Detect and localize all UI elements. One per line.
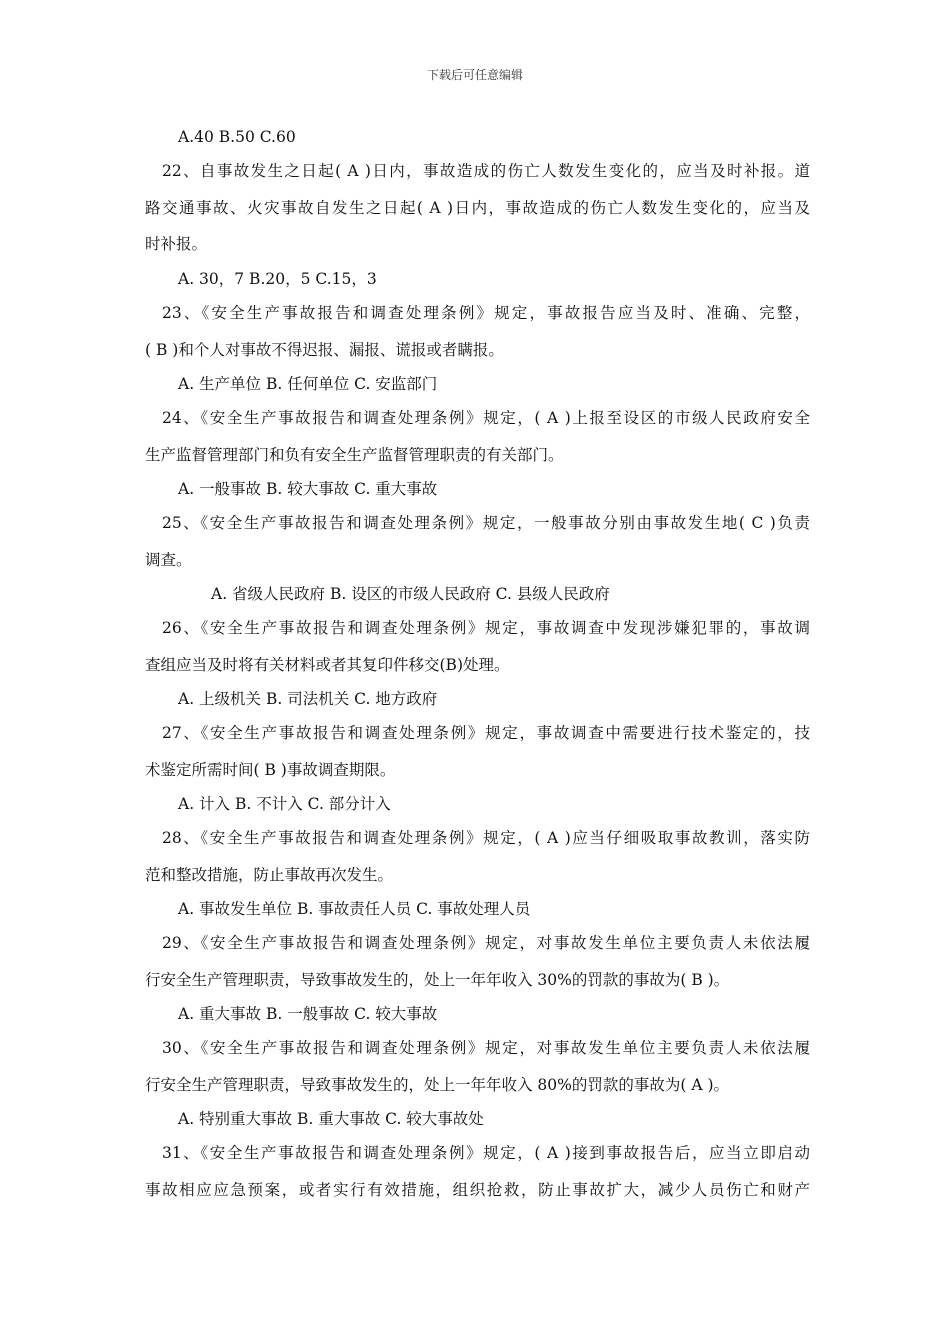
- options-27: A. 计入 B. 不计入 C. 部分计入: [178, 795, 391, 813]
- question-22-line-2: 路交通事故、火灾事故自发生之日起( A )日内，事故造成的伤亡人数发生变化的，应当及: [145, 199, 810, 217]
- options-21: A.40 B.50 C.60: [178, 128, 296, 146]
- question-23-line-1: 23、《安全生产事故报告和调查处理条例》规定，事故报告应当及时、准确、完整，: [162, 304, 810, 322]
- options-22: A. 30，7 B.20，5 C.15，3: [178, 270, 377, 288]
- options-24: A. 一般事故 B. 较大事故 C. 重大事故: [178, 480, 438, 498]
- question-26-line-1: 26、《安全生产事故报告和调查处理条例》规定，事故调查中发现涉嫌犯罪的，事故调: [162, 619, 810, 637]
- question-30-line-1: 30、《安全生产事故报告和调查处理条例》规定，对事故发生单位主要负责人未依法履: [162, 1039, 810, 1057]
- options-23: A. 生产单位 B. 任何单位 C. 安监部门: [178, 375, 438, 393]
- question-23-line-2: ( B )和个人对事故不得迟报、漏报、谎报或者瞒报。: [145, 341, 504, 359]
- options-26: A. 上级机关 B. 司法机关 C. 地方政府: [178, 690, 438, 708]
- question-28-line-2: 范和整改措施，防止事故再次发生。: [145, 866, 394, 884]
- options-29: A. 重大事故 B. 一般事故 C. 较大事故: [178, 1005, 438, 1023]
- question-22-line-1: 22、自事故发生之日起( A )日内，事故造成的伤亡人数发生变化的，应当及时补报。道: [162, 162, 810, 180]
- page-header: 下载后可任意编辑: [426, 68, 523, 82]
- question-25-line-2: 调查。: [145, 551, 192, 569]
- question-31-line-2: 事故相应应急预案，或者实行有效措施，组织抢救，防止事故扩大，减少人员伤亡和财产: [145, 1181, 810, 1199]
- question-27-line-2: 术鉴定所需时间( B )事故调查期限。: [145, 761, 396, 779]
- options-25: A. 省级人民政府 B. 设区的市级人民政府 C. 县级人民政府: [211, 585, 610, 603]
- question-30-line-2: 行安全生产管理职责，导致事故发生的，处上一年年收入 80%的罚款的事故为( A )。: [145, 1076, 730, 1094]
- question-29-line-2: 行安全生产管理职责，导致事故发生的，处上一年年收入 30%的罚款的事故为( B )。: [145, 971, 730, 989]
- options-30: A. 特别重大事故 B. 重大事故 C. 较大事故处: [178, 1110, 484, 1128]
- options-28: A. 事故发生单位 B. 事故责任人员 C. 事故处理人员: [178, 900, 531, 918]
- question-29-line-1: 29、《安全生产事故报告和调查处理条例》规定，对事故发生单位主要负责人未依法履: [162, 934, 810, 952]
- question-22-line-3: 时补报。: [145, 235, 208, 253]
- question-24-line-2: 生产监督管理部门和负有安全生产监督管理职责的有关部门。: [145, 446, 564, 464]
- question-27-line-1: 27、《安全生产事故报告和调查处理条例》规定，事故调查中需要进行技术鉴定的，技: [162, 724, 810, 742]
- question-25-line-1: 25、《安全生产事故报告和调查处理条例》规定，一般事故分别由事故发生地( C )负责: [162, 514, 810, 532]
- question-26-line-2: 查组应当及时将有关材料或者其复印件移交(B)处理。: [145, 656, 510, 674]
- question-28-line-1: 28、《安全生产事故报告和调查处理条例》规定，( A )应当仔细吸取事故教训，落实防: [162, 829, 810, 847]
- question-31-line-1: 31、《安全生产事故报告和调查处理条例》规定，( A )接到事故报告后，应当立即启动: [162, 1144, 810, 1162]
- question-24-line-1: 24、《安全生产事故报告和调查处理条例》规定，( A )上报至设区的市级人民政府安全: [162, 409, 810, 427]
